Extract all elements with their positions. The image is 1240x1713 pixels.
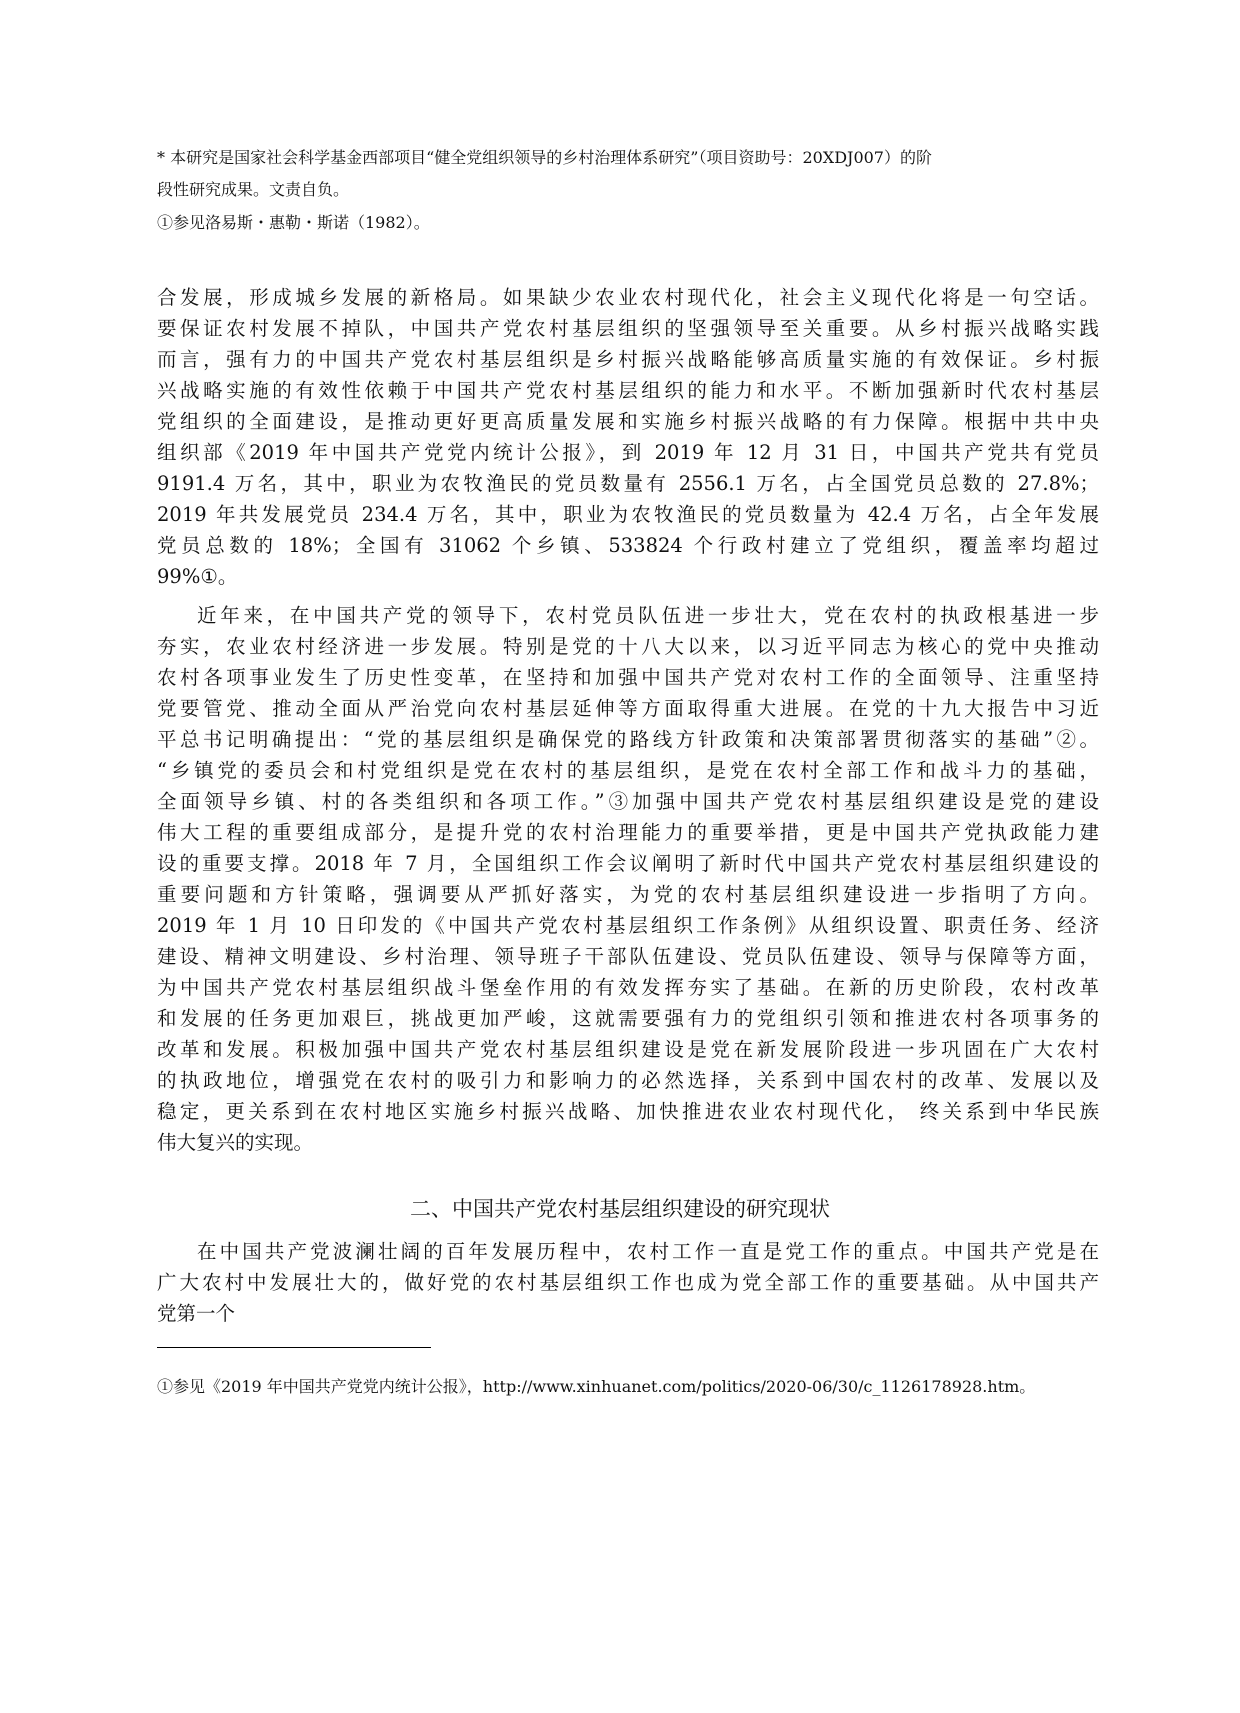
text-line: 党要管党、推动全面从严治党向农村基层延伸等方面取得重大进展。在党的十九大报告中习近 [157,697,1099,720]
text-line: 在中国共产党波澜壮阔的百年发展历程中，农村工作一直是党工作的重点。中国共产党是在 [197,1240,1099,1263]
section-heading: 二、中国共产党农村基层组织建设的研究现状 [410,1197,830,1221]
text-line: 稳定，更关系到在农村地区实施乡村振兴战略、加快推进农业农村现代化， 终关系到中华民族 [157,1100,1099,1123]
paragraph-1 [157,282,1099,592]
text-line: 而言，强有力的中国共产党农村基层组织是乡村振兴战略能够高质量实施的有效保证。乡村振 [157,348,1099,371]
text-line: 夯实，农业农村经济进一步发展。特别是党的十八大以来，以习近平同志为核心的党中央推动 [157,635,1099,658]
text-line: 设的重要支撑。2018 年 7 月，全国组织工作会议阐明了新时代中国共产党农村基层组织建设的 [157,852,1099,875]
text-line: 党组织的全面建设，是推动更好更高质量发展和实施乡村振兴战略的有力保障。根据中共中央 [157,410,1099,433]
text-line: 为中国共产党农村基层组织战斗堡垒作用的有效发挥夯实了基础。在新的历史阶段，农村改革 [157,976,1099,999]
footnote-statistics: ①参见《2019 年中国共产党党内统计公报》，http://www.xinhuanet.com/politics/2020-06/30/c_1126178928.htm。 [157,1377,1036,1396]
text-line: 99%①。 [157,565,238,588]
text-line: 2019 年共发展党员 234.4 万名，其中，职业为农牧渔民的党员数量为 42.4 万名，占全年发展 [157,503,1099,526]
text-line: 合发展，形成城乡发展的新格局。如果缺少农业农村现代化，社会主义现代化将是一句空话。 [157,286,1099,309]
text-line: 组织部《2019 年中国共产党党内统计公报》，到 2019 年 12 月 31 日，中国共产党共有党员 [157,441,1099,464]
text-line: 2019 年 1 月 10 日印发的《中国共产党农村基层组织工作条例》从组织设置、职责任务、经济 [157,914,1099,937]
body-text-2 [157,1236,1099,1329]
text-line: 建设、精神文明建设、乡村治理、领导班子干部队伍建设、党员队伍建设、领导与保障等方面， [157,945,1099,968]
paragraph-3 [157,1236,1099,1329]
text-line: 要保证农村发展不掉队，中国共产党农村基层组织的坚强领导至关重要。从乡村振兴战略实践 [157,317,1099,340]
text-line: 党员总数的 18%；全国有 31062 个乡镇、533824 个行政村建立了党组织，覆盖率均超过 [157,534,1099,557]
text-line: “乡镇党的委员会和村党组织是党在农村的基层组织，是党在农村全部工作和战斗力的基础， [157,759,1099,782]
footnote-funding-line2: 段性研究成果。文责自负。 [157,180,350,199]
text-line: 伟大工程的重要组成部分，是提升党的农村治理能力的重要举措，更是中国共产党执政能力建 [157,821,1099,844]
text-line: 伟大复兴的实现。 [157,1131,314,1154]
text-line: 党第一个 [157,1302,236,1325]
text-line: 改革和发展。积极加强中国共产党农村基层组织建设是党在新发展阶段进一步巩固在广大农村 [157,1038,1099,1061]
text-line: 兴战略实施的有效性依赖于中国共产党农村基层组织的能力和水平。不断加强新时代农村基层 [157,379,1099,402]
text-line: 重要问题和方针策略，强调要从严抓好落实，为党的农村基层组织建设进一步指明了方向。 [157,883,1099,906]
footnote-funding-line1: * 本研究是国家社会科学基金西部项目“健全党组织领导的乡村治理体系研究”（项目资助号：20XDJ007）的阶 [157,148,932,167]
body-text [157,282,1099,1158]
footnote-divider [157,1347,431,1348]
text-line: 近年来，在中国共产党的领导下，农村党员队伍进一步壮大，党在农村的执政根基进一步 [197,604,1099,627]
footnote-snow: ①参见洛易斯・惠勒・斯诺（1982）。 [157,213,430,232]
text-line: 广大农村中发展壮大的，做好党的农村基层组织工作也成为党全部工作的重要基础。从中国共产 [157,1271,1099,1294]
text-line: 的执政地位，增强党在农村的吸引力和影响力的必然选择，关系到中国农村的改革、发展以及 [157,1069,1099,1092]
paragraph-2 [157,600,1099,1158]
text-line: 和发展的任务更加艰巨，挑战更加严峻，这就需要强有力的党组织引领和推进农村各项事务的 [157,1007,1099,1030]
text-line: 农村各项事业发生了历史性变革，在坚持和加强中国共产党对农村工作的全面领导、注重坚持 [157,666,1099,689]
text-line: 全面领导乡镇、村的各类组织和各项工作。”③加强中国共产党农村基层组织建设是党的建设 [157,790,1099,813]
text-line: 平总书记明确提出：“党的基层组织是确保党的路线方针政策和决策部署贯彻落实的基础”②。 [157,728,1099,751]
text-line: 9191.4 万名，其中，职业为农牧渔民的党员数量有 2556.1 万名，占全国党员总数的 27.8%； [157,472,1099,495]
